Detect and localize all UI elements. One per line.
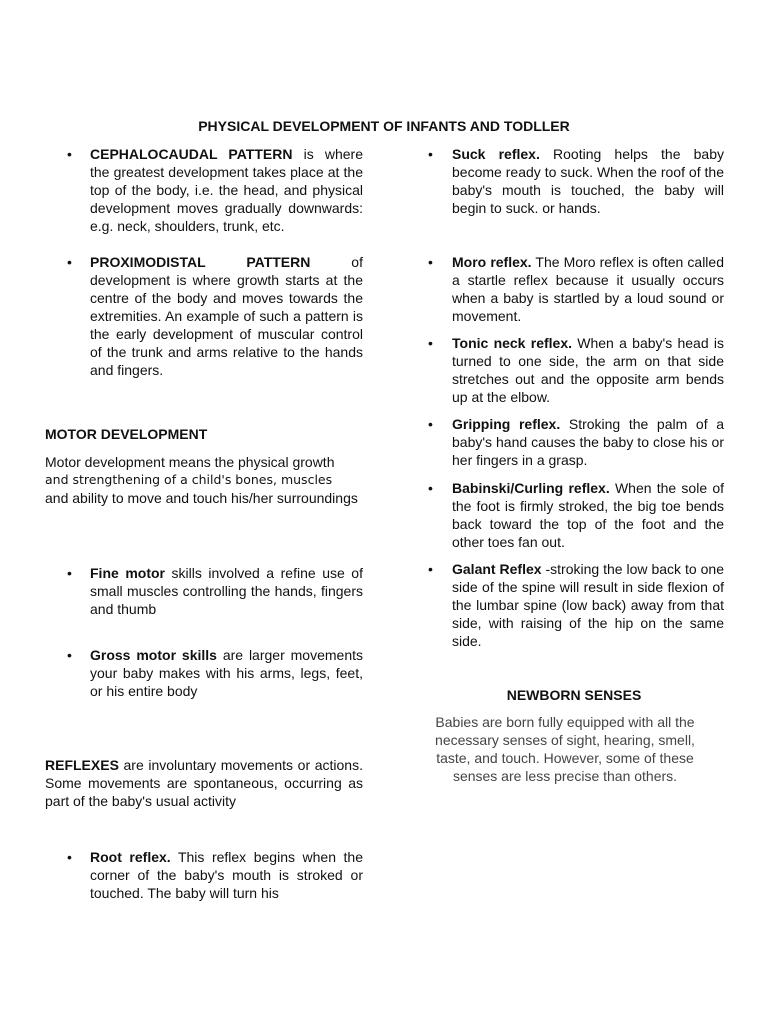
term-gross-motor: Gross motor skills <box>90 647 217 663</box>
motor-development-paragraph <box>45 453 363 507</box>
term-reflexes: REFLEXES <box>45 757 119 773</box>
term-moro-reflex: Moro reflex. <box>452 254 532 270</box>
list-item-proximodistal <box>45 253 363 379</box>
motor-development-heading: MOTOR DEVELOPMENT <box>45 426 208 442</box>
term-gripping-reflex: Gripping reflex. <box>452 416 561 432</box>
text-fine-motor: skills involved a refine use of small muscles controlling the hands, fingers and thumb <box>90 565 363 617</box>
list-item-gripping-reflex <box>424 415 724 469</box>
newborn-senses-paragraph: Babies are born fully equipped with all the necessary senses of sight, hearing, smell, taste, and touch. However, some of these senses are less precise than others. <box>435 714 695 784</box>
text-tonic-neck-reflex: When a baby's head is turned to one side, the arm on that side stretches out and the opposite arm bends up at the elbow. <box>452 335 725 405</box>
motor-para-line-3: and ability to move and touch his/her surroundings <box>45 490 358 506</box>
term-babinski-reflex: Babinski/Curling reflex. <box>452 480 610 496</box>
term-fine-motor: Fine motor <box>90 565 165 581</box>
motor-para-line-2: and strengthening of a child's bones, muscles <box>45 472 333 487</box>
term-proximodistal: PROXIMODISTAL PATTERN <box>90 254 311 270</box>
term-tonic-neck-reflex: Tonic neck reflex. <box>452 335 572 351</box>
list-item-suck-reflex <box>424 145 724 217</box>
list-item-tonic-neck-reflex <box>424 334 724 406</box>
page-title: PHYSICAL DEVELOPMENT OF INFANTS AND TODLLER <box>198 118 570 134</box>
list-item-moro-reflex <box>424 253 724 325</box>
list-item-gross-motor <box>45 646 363 700</box>
motor-para-line-1: Motor development means the physical growth <box>45 454 335 470</box>
newborn-senses-heading: NEWBORN SENSES <box>506 687 642 703</box>
text-reflexes: are involuntary movements or actions. Some movements are spontaneous, occurring as part of the baby's usual activity <box>45 757 363 809</box>
list-item-fine-motor <box>45 564 363 618</box>
list-item-babinski-reflex <box>424 479 724 551</box>
term-suck-reflex: Suck reflex. <box>452 146 540 162</box>
list-item-cephalocaudal <box>45 145 363 235</box>
term-root-reflex: Root reflex. <box>90 849 171 865</box>
text-gripping-reflex: Stroking the palm of a baby's hand causes the baby to close his or her fingers in a grasp. <box>452 416 725 468</box>
text-gross-motor: are larger movements your baby makes with his arms, legs, feet, or his entire body <box>90 647 363 699</box>
list-item-root-reflex <box>45 848 363 902</box>
text-suck-reflex: Rooting helps the baby become ready to suck. When the roof of the baby's mouth is touched, the baby will begin to suck. or hands. <box>452 146 724 216</box>
reflexes-paragraph <box>45 756 363 810</box>
text-moro-reflex: The Moro reflex is often called a startle reflex because it usually occurs when a baby is startled by a loud sound or movement. <box>452 254 724 324</box>
term-galant-reflex: Galant Reflex <box>452 561 542 577</box>
text-root-reflex: This reflex begins when the corner of the baby's mouth is stroked or touched. The baby will turn his <box>90 849 363 901</box>
list-item-galant-reflex <box>424 560 724 650</box>
text-babinski-reflex: When the sole of the foot is firmly stroked, the big toe bends back toward the top of the foot and the other toes fan out. <box>452 480 725 550</box>
term-cephalocaudal: CEPHALOCAUDAL PATTERN <box>90 146 293 162</box>
text-galant-reflex: -stroking the low back to one side of the spine will result in side flexion of the lumbar spine (low back) away from that side, with raising of the hip on the same side. <box>452 561 724 649</box>
text-proximodistal: of development is where growth starts at the centre of the body and moves towards the extremities. An example of such a pattern is the early development of muscular control of the trunk and arms relative to the hands and fingers. <box>90 254 363 378</box>
text-cephalocaudal: is where the greatest development takes place at the top of the body, i.e. the head, and physical development moves gradually downwards: e.g. neck, shoulders, trunk, etc. <box>90 146 363 234</box>
